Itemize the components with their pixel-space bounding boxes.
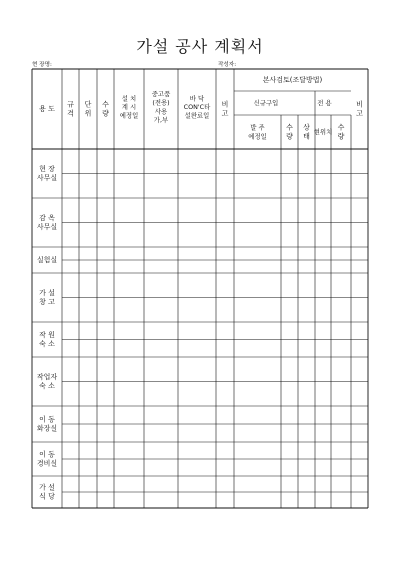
header-status: 상 태 [303, 123, 310, 141]
header-used-goods: 중고품 (전용) 사용 가,부 [151, 90, 171, 124]
header-remark-mid: 비 고 [221, 100, 229, 118]
header-usage: 용 도 [39, 105, 55, 113]
header-floor-concrete: 바 닥 CON'C타 설완료일 [183, 94, 211, 120]
row-label: 실험실 [36, 256, 58, 264]
site-name-label: 현 장명: [32, 62, 52, 68]
row-label: 감 옥 사무실 [36, 214, 58, 231]
author-label: 작성자: [218, 62, 237, 68]
header-unit: 단 위 [84, 100, 92, 118]
row-label: 가 설 창 고 [39, 289, 55, 306]
row-label: 현 장 사무실 [36, 165, 58, 182]
header-order-date: 발 주 예정일 [248, 123, 267, 141]
header-install-date: 설 치 계 시 예정일 [119, 94, 139, 120]
row-label: 이 동 화장실 [36, 415, 58, 433]
header-transfer-qty: 수 량 [337, 123, 345, 141]
header-hq-review: 본사검토(조달방법) [262, 76, 323, 84]
row-label: 작업자 숙 소 [36, 373, 58, 390]
page-title: 가설 공사 계획서 [136, 37, 264, 56]
header-new-qty: 수 량 [286, 123, 293, 141]
header-transfer: 전 용 [317, 99, 332, 107]
header-location: 현위치 [313, 128, 333, 136]
header-spec: 규 격 [67, 100, 74, 118]
row-label: 가 설 식 당 [39, 483, 55, 501]
row-label: 이 동 경비실 [36, 450, 58, 468]
header-qty: 수 량 [102, 100, 109, 118]
header-new-purchase: 신규구입 [253, 99, 279, 107]
row-label: 작 원 숙 소 [39, 331, 55, 348]
header-remark-end: 비 고 [356, 100, 363, 118]
